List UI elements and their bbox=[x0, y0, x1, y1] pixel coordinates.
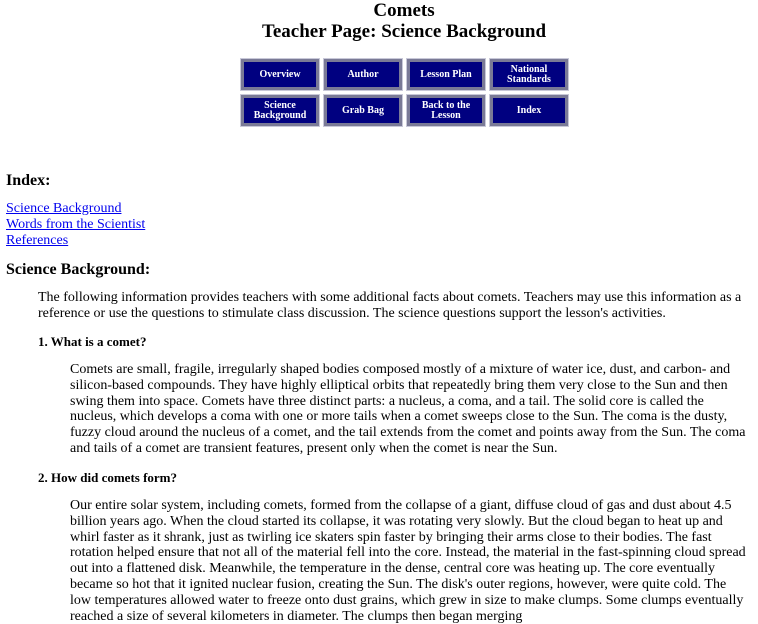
index-link-words-from-scientist[interactable]: Words from the Scientist bbox=[6, 217, 146, 232]
page-subtitle: Teacher Page: Science Background bbox=[261, 21, 547, 42]
science-background-heading: Science Background: bbox=[6, 261, 151, 278]
nav-button-back-to-lesson[interactable] bbox=[407, 95, 485, 126]
index-link-references[interactable]: References bbox=[6, 233, 69, 248]
nav-button-label: Science Background bbox=[253, 99, 307, 121]
nav-button-label: Grab Bag bbox=[342, 104, 384, 116]
nav-button-label: Lesson Plan bbox=[420, 68, 472, 80]
nav-button-author[interactable] bbox=[324, 59, 402, 90]
answer-what-is-comet: Comets are small, fragile, irregularly shaped bodies composed mostly of a mixture of water ice, dust, and carbon- and silicon-based compounds. They have highly elliptical orbits that repeatedly bring them very close to the Sun and then swing them into space. Comets have three distinct parts: a nucleus, a coma, and a tail. The solid core is called the nucleus, which develops a coma with one or more tails when a comet sweeps close to the Sun. The coma is the dusty, fuzzy cloud around the nucleus of a comet, and the tail extends from the comet and points away from the Sun. The coma and tails of a comet are transient features, present only when the comet is near the Sun. bbox=[70, 362, 746, 456]
question-how-did-comets-form: 2. How did comets form? bbox=[38, 470, 178, 485]
nav-button-label: Index bbox=[516, 104, 542, 116]
index-link-science-background[interactable]: Science Background bbox=[6, 201, 122, 216]
nav-button-label: Back to the Lesson bbox=[421, 99, 471, 121]
answer-how-did-comets-form: Our entire solar system, including comets, formed from the collapse of a giant, diffuse cloud of gas and dust about 4.5 billion years ago. When the cloud started its collapse, it was rotating very slowly. But the cloud began to heat up and whirl faster as it shrank, just as twirling ice skaters spin faster by bringing their arms close to their bodies. The fast rotation helped ensure that not all of the material fell into the core. Instead, the material in the fast-spinning cloud spread out into a flattened disk. Meanwhile, the temperature in the dense, central core was heating up. The core eventually became so hot that it ignited nuclear fusion, creating the Sun. The disk's outer regions, however, were quite cold. The low temperatures allowed water to freeze onto dust grains, which grew in size to make clumps. Some clumps eventually reached a size of several kilometers in diameter. The clumps then began merging bbox=[70, 498, 746, 624]
nav-button-science-background[interactable] bbox=[241, 95, 319, 126]
nav-button-national-standards[interactable] bbox=[490, 59, 568, 90]
index-heading: Index: bbox=[6, 172, 51, 189]
question-what-is-comet: 1. What is a comet? bbox=[38, 334, 147, 349]
nav-button-label: Author bbox=[347, 68, 379, 80]
nav-button-lesson-plan[interactable] bbox=[407, 59, 485, 90]
nav-button-label: Overview bbox=[259, 68, 301, 80]
page-title: Comets bbox=[373, 0, 435, 21]
intro-paragraph: The following information provides teachers with some additional facts about comets. Teachers may use this information as a reference or use the questions to stimulate class discussion. The science questions support the lesson's activities. bbox=[38, 290, 742, 321]
nav-button-grab-bag[interactable] bbox=[324, 95, 402, 126]
nav-button-overview[interactable] bbox=[241, 59, 319, 90]
nav-button-label: National Standards bbox=[507, 63, 551, 85]
nav-button-index[interactable] bbox=[490, 95, 568, 126]
